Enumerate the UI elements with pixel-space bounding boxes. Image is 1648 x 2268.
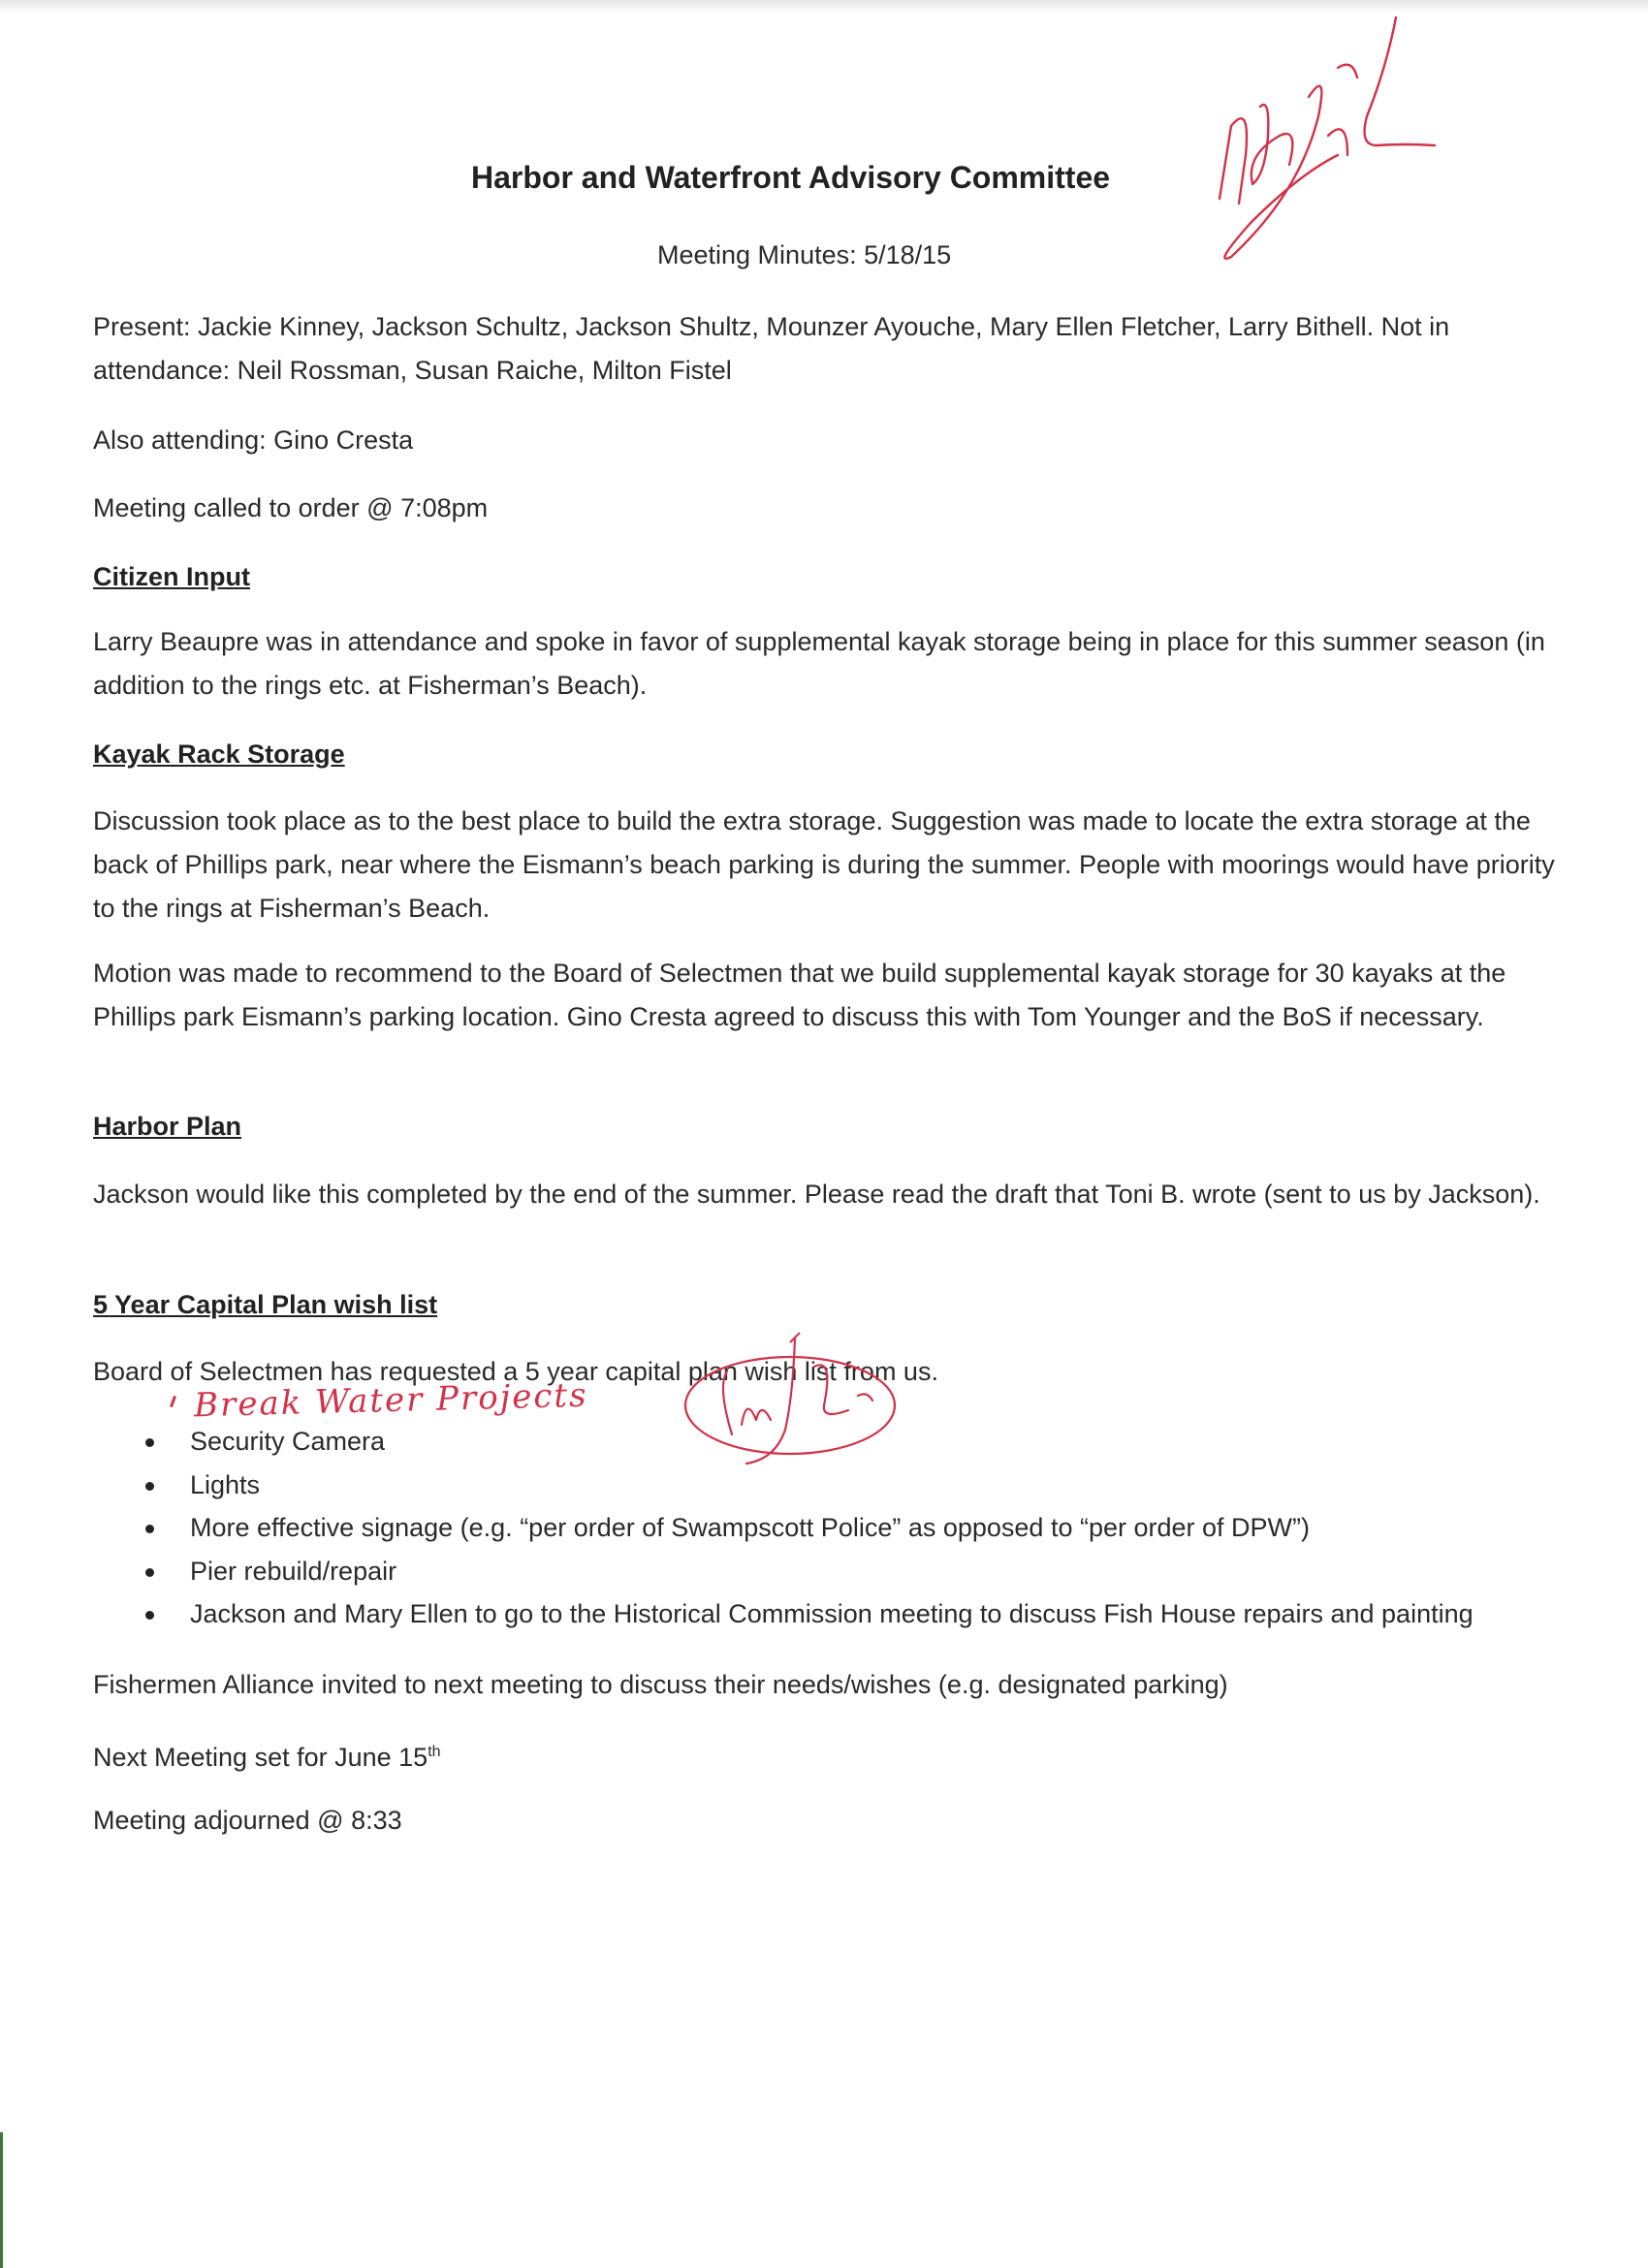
- meeting-adjourned: Meeting adjourned @ 8:33: [93, 1806, 402, 1835]
- harbor-plan-body: Jackson would like this completed by the end of the summer. Please read the draft that Toni B. wrote (sent to us by Jackson).: [93, 1180, 1540, 1209]
- attendance-present: Present: Jackie Kinney, Jackson Schultz, Jackson Shultz, Mounzer Ayouche, Mary Ellen Fletcher, Larry Bithell. Not in attendance: Neil Rossman, Susan Raiche, Milton Fistel: [93, 312, 1450, 385]
- list-item: Jackson and Mary Ellen to go to the Historical Commission meeting to discuss Fish House repairs and painting: [93, 1592, 1605, 1636]
- list-item: Lights: [93, 1464, 1605, 1507]
- next-meeting: Next Meeting set for June 15th: [93, 1743, 441, 1772]
- bullet-icon: [145, 1568, 154, 1577]
- page-edge-mark: [0, 2132, 3, 2268]
- called-to-order: Meeting called to order @ 7:08pm: [93, 493, 489, 522]
- heading-harbor-plan: Harbor Plan: [93, 1112, 242, 1141]
- bullet-icon: [145, 1611, 154, 1620]
- kayak-rack-para2: Motion was made to recommend to the Board of Selectmen that we build supplemental kayak storage for 30 kayaks at the Phillips park Eismann’s parking location. Gino Cresta agreed to discuss this with Tom Younger and the BoS if necessary.: [93, 959, 1506, 1031]
- tick-mark: [170, 1396, 176, 1407]
- citizen-input-body: Larry Beaupre was in attendance and spoke in favor of supplemental kayak storage being in place for this summer season (in addition to the rings etc. at Fisherman’s Beach).: [93, 627, 1545, 700]
- list-item: Pier rebuild/repair: [93, 1550, 1605, 1593]
- also-attending: Also attending: Gino Cresta: [93, 425, 414, 455]
- document-title: Harbor and Waterfront Advisory Committee: [471, 160, 1111, 195]
- heading-citizen-input: Citizen Input: [93, 562, 250, 591]
- heading-kayak-rack: Kayak Rack Storage: [93, 740, 345, 769]
- bullet-icon: [145, 1525, 154, 1533]
- kayak-rack-para1: Discussion took place as to the best place to build the extra storage. Suggestion was made to locate the extra storage at the back of Phillips park, near where the Eismann’s beach parking is during the summer. People with moorings would have priority to the rings at Fisherman’s Beach.: [93, 806, 1555, 923]
- heading-capital-plan: 5 Year Capital Plan wish list: [93, 1290, 438, 1319]
- meeting-date: Meeting Minutes: 5/18/15: [657, 240, 952, 269]
- bullet-icon: [145, 1482, 154, 1491]
- handwritten-note-text: Break Water Projects: [193, 1375, 589, 1426]
- capital-plan-list: [93, 1420, 1605, 1636]
- bullet-icon: [145, 1438, 154, 1447]
- capital-plan-intro: Board of Selectmen has requested a 5 year capital plan wish list from us.: [93, 1357, 938, 1386]
- signature-top-right: [1192, 10, 1444, 262]
- fishermen-alliance: Fishermen Alliance invited to next meeting to discuss their needs/wishes (e.g. designated parking): [93, 1670, 1228, 1699]
- list-item: More effective signage (e.g. “per order of Swampscott Police” as opposed to “per order of DPW”): [93, 1506, 1605, 1550]
- list-item: Security Camera: [93, 1420, 1605, 1464]
